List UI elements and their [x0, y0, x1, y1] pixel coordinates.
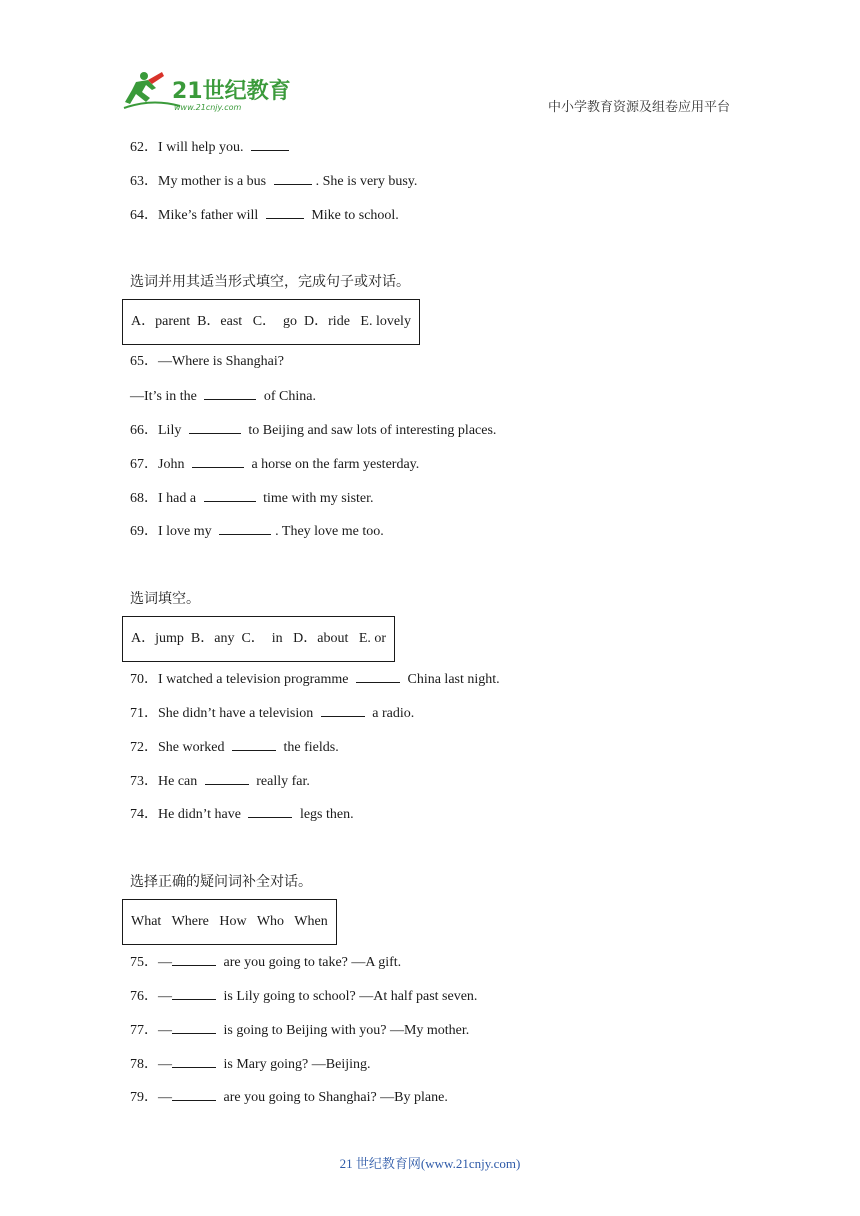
answer-blank[interactable]: [172, 1086, 216, 1101]
question-text-after: . She is very busy.: [315, 173, 418, 189]
question-text-after: really far.: [256, 773, 310, 789]
question-78: [130, 1053, 750, 1087]
question-text-after: . They love me too.: [275, 524, 384, 540]
question-number: 72．: [130, 739, 158, 755]
question-number: 78．: [130, 1056, 158, 1072]
logo-url: www.21cnjy.com: [174, 103, 242, 112]
question-text: Mike’s father will: [158, 207, 259, 223]
question-text-after: a radio.: [372, 705, 415, 721]
question-text-after: are you going to Shanghai? —By plane.: [223, 1090, 448, 1106]
question-number: 67．: [130, 456, 158, 472]
question-65-answer: [130, 385, 750, 419]
question-text-after: is Lily going to school? —At half past seven.: [223, 988, 478, 1004]
answer-blank[interactable]: [356, 668, 400, 683]
question-number: 68．: [130, 490, 158, 506]
question-66: [130, 419, 750, 453]
question-64: [130, 204, 750, 238]
question-text: I love my: [158, 524, 212, 540]
answer-blank[interactable]: [192, 453, 244, 468]
question-71: [130, 702, 750, 736]
header-platform-name: 中小学教育资源及组卷应用平台: [547, 100, 730, 115]
answer-blank[interactable]: [219, 520, 271, 535]
question-75: [130, 951, 750, 985]
question-70: [130, 668, 750, 702]
page-footer[interactable]: 21 世纪教育网(www.21cnjy.com): [339, 1156, 521, 1171]
question-text: John: [158, 456, 185, 472]
question-text-after: are you going to take? —A gift.: [223, 955, 402, 971]
section-title: 选词并用其适当形式填空，完成句子或对话。: [130, 274, 410, 291]
answer-blank[interactable]: [248, 803, 292, 818]
question-number: 65．: [130, 354, 158, 370]
page-header: [0, 0, 860, 130]
question-number: 76．: [130, 988, 158, 1004]
question-text-after: legs then.: [299, 807, 354, 823]
section-title: 选词填空。: [130, 591, 200, 608]
logo-text: 21世纪教育: [172, 79, 291, 104]
question-text: My mother is a bus: [158, 173, 267, 189]
worksheet-content: [130, 136, 750, 1120]
question-text: He didn’t have: [158, 807, 241, 823]
question-text: I watched a television programme: [158, 672, 349, 688]
question-79: [130, 1086, 750, 1120]
word-options-box: A．parent B．east C． go D．ride E. lovely: [122, 299, 420, 345]
question-text: —: [158, 955, 172, 971]
question-text: Lily: [158, 422, 182, 438]
answer-blank[interactable]: [205, 770, 249, 785]
section-title: 选择正确的疑问词补全对话。: [130, 874, 312, 891]
answer-blank[interactable]: [321, 702, 365, 717]
question-number: 66．: [130, 422, 158, 438]
question-number: 69．: [130, 524, 158, 540]
question-69: [130, 520, 750, 554]
question-text: She worked: [158, 739, 225, 755]
question-text: She didn’t have a television: [158, 705, 314, 721]
question-72: [130, 736, 750, 770]
question-text-after: a horse on the farm yesterday.: [251, 456, 420, 472]
question-number: 70．: [130, 672, 158, 688]
question-text-after: to Beijing and saw lots of interesting places.: [248, 422, 497, 438]
question-text-after: is Mary going? —Beijing.: [223, 1056, 371, 1072]
answer-blank[interactable]: [232, 736, 276, 751]
answer-blank[interactable]: [251, 136, 289, 151]
runner-logo-icon: [122, 68, 292, 114]
question-text: —: [158, 1056, 172, 1072]
question-text-after: Mike to school.: [311, 207, 399, 223]
question-62: [130, 136, 750, 170]
question-number: 77．: [130, 1022, 158, 1038]
question-number: 73．: [130, 773, 158, 789]
answer-blank[interactable]: [172, 1019, 216, 1034]
question-number: 62．: [130, 140, 158, 155]
answer-blank[interactable]: [274, 170, 312, 185]
question-number: 79．: [130, 1090, 158, 1106]
answer-blank[interactable]: [204, 487, 256, 502]
question-text: I will help you.: [158, 140, 244, 155]
answer-blank[interactable]: [189, 419, 241, 434]
question-text-after: China last night.: [407, 672, 500, 688]
question-63: [130, 170, 750, 204]
question-number: 75．: [130, 955, 158, 971]
question-65: [130, 351, 750, 385]
question-77: [130, 1019, 750, 1053]
question-text: —: [158, 1090, 172, 1106]
answer-blank[interactable]: [266, 204, 304, 219]
question-text: —: [158, 988, 172, 1004]
answer-blank[interactable]: [204, 385, 256, 400]
answer-blank[interactable]: [172, 951, 216, 966]
question-text: —: [158, 1022, 172, 1038]
question-text-after: of China.: [263, 389, 316, 405]
word-options-box: What Where How Who When: [122, 899, 337, 945]
answer-blank[interactable]: [172, 1053, 216, 1068]
question-number: 74．: [130, 807, 158, 823]
question-73: [130, 770, 750, 804]
question-text: —Where is Shanghai?: [158, 354, 284, 370]
answer-blank[interactable]: [172, 985, 216, 1000]
question-text-after: is going to Beijing with you? —My mother.: [223, 1022, 470, 1038]
question-text: I had a: [158, 490, 197, 506]
question-text: —It’s in the: [130, 389, 197, 405]
question-text: He can: [158, 773, 198, 789]
word-options-box: A．jump B．any C． in D．about E. or: [122, 616, 395, 662]
question-number: 64．: [130, 207, 158, 223]
question-74: [130, 803, 750, 837]
site-logo[interactable]: [122, 68, 292, 114]
question-76: [130, 985, 750, 1019]
question-text-after: time with my sister.: [263, 490, 374, 506]
question-text-after: the fields.: [283, 739, 339, 755]
question-number: 63．: [130, 173, 158, 189]
question-68: [130, 487, 750, 521]
question-number: 71．: [130, 705, 158, 721]
question-67: [130, 453, 750, 487]
